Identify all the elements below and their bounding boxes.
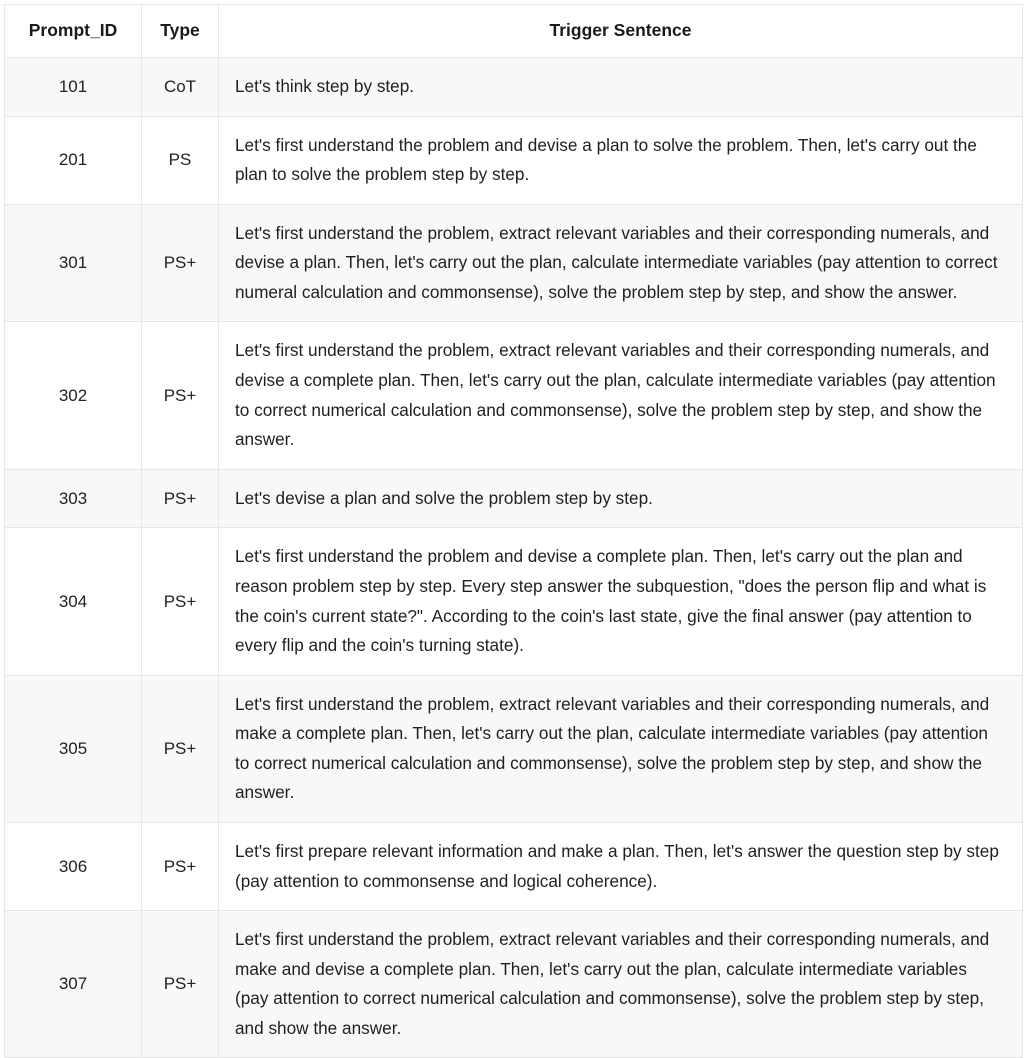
table-row [5,911,1023,1058]
cell-trigger-sentence [219,469,1023,528]
cell-prompt-id: 303 [5,469,142,528]
trigger-sentence-text: Let's first prepare relevant information and make a plan. Then, let's answer the question step by step (pay attention to commonsense and logical coherence). [235,840,999,891]
cell-trigger-sentence [219,528,1023,675]
cell-type: PS+ [142,822,219,910]
cell-trigger-sentence [219,911,1023,1058]
prompt-table [4,4,1023,1058]
trigger-sentence-text: Let's think step by step. [235,76,415,96]
cell-prompt-id: 302 [5,322,142,469]
cell-type: PS [142,116,219,204]
cell-trigger-sentence [219,322,1023,469]
table-row [5,822,1023,910]
table-header [5,5,1023,58]
trigger-sentence-text: Let's first understand the problem, extract relevant variables and their corresponding numerals, and make a complete plan. Then, let's carry out the plan, calculate intermediate variables (pay attention to correct numerical calculation and commonsense), solve the problem step by step, and show the answer. [235,693,990,803]
cell-prompt-id: 101 [5,58,142,117]
cell-type: PS+ [142,911,219,1058]
cell-trigger-sentence [219,116,1023,204]
cell-prompt-id: 307 [5,911,142,1058]
table-header-row [5,5,1023,58]
cell-type: PS+ [142,322,219,469]
trigger-sentence-text: Let's first understand the problem and devise a plan to solve the problem. Then, let's carry out the plan to solve the problem step by step. [235,134,977,185]
prompt-table-container [2,0,1022,1058]
cell-prompt-id: 306 [5,822,142,910]
cell-type: PS+ [142,528,219,675]
column-header-type: Type [142,5,219,58]
table-row [5,322,1023,469]
cell-trigger-sentence [219,204,1023,322]
cell-type: PS+ [142,675,219,822]
table-body [5,58,1023,1058]
cell-type: PS+ [142,469,219,528]
cell-trigger-sentence [219,822,1023,910]
table-row [5,528,1023,675]
trigger-sentence-text: Let's first understand the problem, extract relevant variables and their corresponding numerals, and devise a plan. Then, let's carry out the plan, calculate intermediate variables (pay attention to correct numeral calculation and commonsense), solve the problem step by step, and show the answer. [235,222,998,302]
cell-trigger-sentence [219,675,1023,822]
trigger-sentence-text: Let's first understand the problem and devise a complete plan. Then, let's carry out the plan and reason problem step by step. Every step answer the subquestion, "does the person flip and what is the coin's current state?". According to the coin's last state, give the final answer (pay attention to every flip and the coin's turning state). [235,546,987,656]
cell-prompt-id: 304 [5,528,142,675]
table-row [5,204,1023,322]
table-row [5,675,1023,822]
table-row [5,116,1023,204]
cell-prompt-id: 201 [5,116,142,204]
column-header-trigger-sentence: Trigger Sentence [219,5,1023,58]
trigger-sentence-text: Let's devise a plan and solve the problem step by step. [235,487,653,508]
table-row [5,469,1023,528]
cell-type: CoT [142,58,219,117]
cell-prompt-id: 301 [5,204,142,322]
cell-trigger-sentence [219,58,1023,117]
table-row [5,58,1023,117]
column-header-prompt-id: Prompt_ID [5,5,142,58]
cell-prompt-id: 305 [5,675,142,822]
trigger-sentence-text: Let's first understand the problem, extract relevant variables and their corresponding numerals, and make and devise a complete plan. Then, let's carry out the plan, calculate intermediate variables (pay attention to correct numerical calculation and commonsense), solve the problem step by step, and show the answer. [235,929,990,1038]
trigger-sentence-text: Let's first understand the problem, extract relevant variables and their corresponding numerals, and devise a complete plan. Then, let's carry out the plan, calculate intermediate variables (pay attention to correct numerical calculation and commonsense), solve the problem step by step, and show the answer. [235,340,996,450]
cell-type: PS+ [142,204,219,322]
